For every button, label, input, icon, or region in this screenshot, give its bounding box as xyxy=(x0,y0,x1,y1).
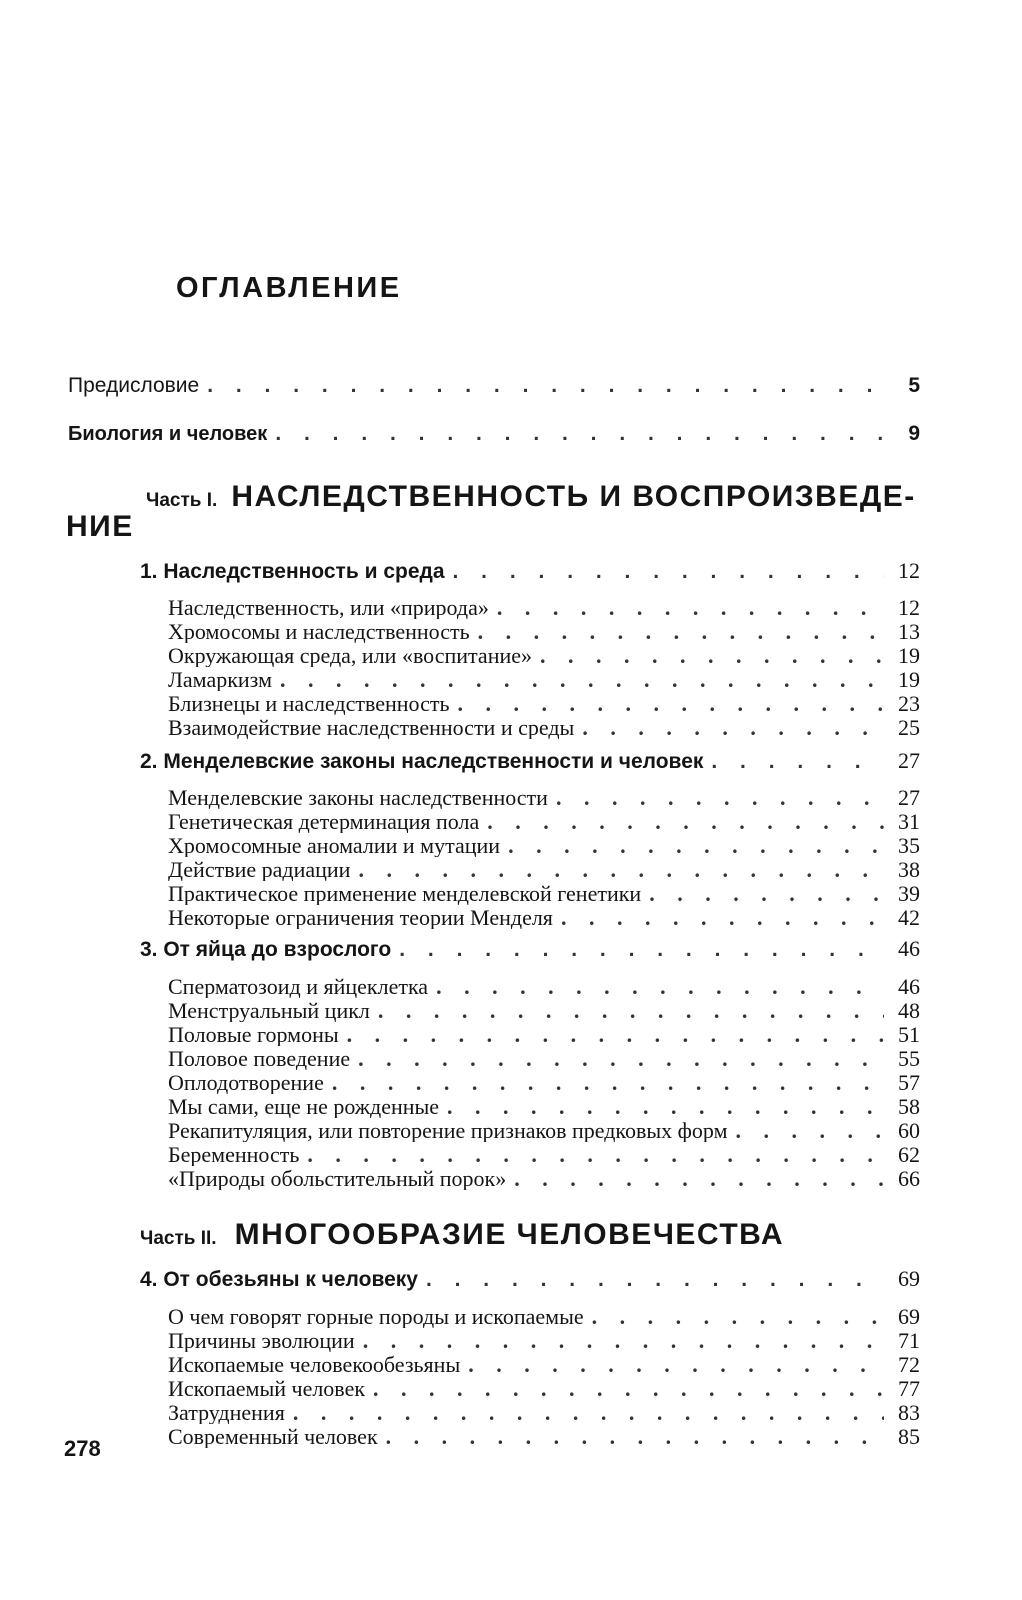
section-label: Менделевские законы наследственности xyxy=(168,785,548,809)
toc-section[interactable] xyxy=(168,691,920,715)
leader-dots xyxy=(272,667,884,691)
toc-entry-biology[interactable] xyxy=(68,422,920,450)
chapter-label: 2. Менделевские законы наследственности и человек xyxy=(140,750,704,773)
section-label: Менструальный цикл xyxy=(168,998,370,1022)
chapter-label: 3. От яйца до взрослого xyxy=(140,938,392,961)
part-title: НАСЛЕДСТВЕННОСТЬ И ВОСПРОИЗВЕДЕ- xyxy=(231,480,916,513)
part-label: Часть II. xyxy=(140,1228,217,1249)
section-label: Действие радиации xyxy=(168,857,351,881)
section-page: 48 xyxy=(898,998,920,1022)
leader-dots xyxy=(574,715,884,739)
toc-chapter[interactable] xyxy=(140,936,920,964)
toc-section[interactable] xyxy=(168,1166,920,1190)
leader-dots xyxy=(489,595,884,619)
leader-dots xyxy=(553,905,884,929)
section-page: 23 xyxy=(898,691,920,715)
section-page: 35 xyxy=(898,833,920,857)
chapter-page: 46 xyxy=(898,936,920,961)
section-label: Половое поведение xyxy=(168,1046,351,1070)
leader-dots xyxy=(199,374,884,398)
section-label: Затруднения xyxy=(168,1400,285,1424)
toc-entry-preface[interactable] xyxy=(68,374,920,402)
toc-section[interactable] xyxy=(168,1046,920,1070)
toc-section[interactable] xyxy=(168,881,920,905)
section-label: Окружающая среда, или «воспитание» xyxy=(168,643,532,667)
leader-dots xyxy=(355,1328,884,1352)
section-page: 60 xyxy=(898,1118,920,1142)
leader-dots xyxy=(450,691,884,715)
section-label: Ламаркизм xyxy=(168,667,272,691)
section-page: 25 xyxy=(898,715,920,739)
section-page: 69 xyxy=(898,1304,920,1328)
section-label: Генетическая детерминация пола xyxy=(168,809,480,833)
page-number: 278 xyxy=(64,1436,101,1461)
leader-dots xyxy=(584,1304,884,1328)
section-page: 12 xyxy=(898,595,920,619)
toc-section[interactable] xyxy=(168,1118,920,1142)
toc-section[interactable] xyxy=(168,667,920,691)
section-page: 57 xyxy=(898,1070,920,1094)
leader-dots xyxy=(350,857,884,881)
section-label: Близнецы и наследственность xyxy=(168,691,450,715)
chapter-page: 27 xyxy=(898,748,920,773)
leader-dots xyxy=(532,643,884,667)
toc-chapter[interactable] xyxy=(140,1266,920,1294)
toc-section[interactable] xyxy=(168,1022,920,1046)
toc-section[interactable] xyxy=(168,1142,920,1166)
section-label: Наследственность, или «природа» xyxy=(168,595,489,619)
chapter-label: 4. От обезьяны к человеку xyxy=(140,1268,418,1291)
chapter-page: 12 xyxy=(898,558,920,583)
section-label: Рекапитуляция, или повторение признаков предковых форм xyxy=(168,1118,728,1142)
leader-dots xyxy=(703,750,884,774)
leader-dots xyxy=(428,974,884,998)
toc-section[interactable] xyxy=(168,1094,920,1118)
part-title-continuation: НИЕ xyxy=(66,510,134,543)
entry-page: 9 xyxy=(908,422,920,445)
section-page: 19 xyxy=(898,667,920,691)
leader-dots xyxy=(285,1400,884,1424)
entry-page: 5 xyxy=(908,374,920,397)
section-page: 31 xyxy=(898,809,920,833)
section-label: «Природы обольстительный порок» xyxy=(168,1166,507,1190)
toc-section[interactable] xyxy=(168,785,920,809)
toc-section[interactable] xyxy=(168,1376,920,1400)
section-page: 66 xyxy=(898,1166,920,1190)
toc-section[interactable] xyxy=(168,1400,920,1424)
entry-label: Предисловие xyxy=(68,374,200,397)
section-label: Практическое применение менделевской генетики xyxy=(168,881,642,905)
section-page: 27 xyxy=(898,785,920,809)
section-label: Сперматозоид и яйцеклетка xyxy=(168,974,429,998)
toc-section[interactable] xyxy=(168,595,920,619)
section-page: 19 xyxy=(898,643,920,667)
part-label: Часть I. xyxy=(146,490,218,511)
section-label: Взаимодействие наследственности и среды xyxy=(168,715,575,739)
leader-dots xyxy=(445,560,884,584)
section-page: 55 xyxy=(898,1046,920,1070)
section-label: Половые гормоны xyxy=(168,1022,339,1046)
leader-dots xyxy=(378,1424,884,1448)
toc-section[interactable] xyxy=(168,1328,920,1352)
leader-dots xyxy=(267,422,884,446)
section-label: Беременность xyxy=(168,1142,300,1166)
section-page: 39 xyxy=(898,881,920,905)
leader-dots xyxy=(418,1268,884,1292)
section-label: Современный человек xyxy=(168,1424,378,1448)
section-page: 58 xyxy=(898,1094,920,1118)
section-page: 85 xyxy=(898,1424,920,1448)
part-heading xyxy=(140,1218,784,1252)
section-page: 83 xyxy=(898,1400,920,1424)
toc-section[interactable] xyxy=(168,809,920,833)
leader-dots xyxy=(460,1352,884,1376)
toc-section[interactable] xyxy=(168,1070,920,1094)
leader-dots xyxy=(365,1376,884,1400)
toc-section[interactable] xyxy=(168,619,920,643)
toc-section[interactable] xyxy=(168,1424,920,1448)
toc-section[interactable] xyxy=(168,905,920,929)
part-heading xyxy=(146,480,916,514)
chapter-page: 69 xyxy=(898,1266,920,1291)
toc-chapter[interactable] xyxy=(140,748,920,776)
section-label: Ископаемые человекообезьяны xyxy=(168,1352,461,1376)
section-page: 38 xyxy=(898,857,920,881)
leader-dots xyxy=(439,1094,884,1118)
section-page: 42 xyxy=(898,905,920,929)
section-label: О чем говорят горные породы и ископаемые xyxy=(168,1304,584,1328)
section-label: Хромосомные аномалии и мутации xyxy=(168,833,501,857)
section-label: Ископаемый человек xyxy=(168,1376,366,1400)
leader-dots xyxy=(728,1118,884,1142)
leader-dots xyxy=(479,809,884,833)
section-page: 71 xyxy=(898,1328,920,1352)
toc-section[interactable] xyxy=(168,998,920,1022)
leader-dots xyxy=(500,833,884,857)
leader-dots xyxy=(299,1142,884,1166)
section-page: 77 xyxy=(898,1376,920,1400)
section-page: 46 xyxy=(898,974,920,998)
toc-section[interactable] xyxy=(168,833,920,857)
section-page: 72 xyxy=(898,1352,920,1376)
leader-dots xyxy=(548,785,884,809)
leader-dots xyxy=(470,619,884,643)
toc-title: ОГЛАВЛЕНИЕ xyxy=(176,272,402,304)
leader-dots xyxy=(641,881,884,905)
toc-section[interactable] xyxy=(168,715,920,739)
leader-dots xyxy=(350,1046,884,1070)
leader-dots xyxy=(339,1022,884,1046)
toc-section[interactable] xyxy=(168,1352,920,1376)
entry-label: Биология и человек xyxy=(68,423,268,445)
toc-section[interactable] xyxy=(168,1304,920,1328)
section-label: Некоторые ограничения теории Менделя xyxy=(168,905,553,929)
section-label: Причины эволюции xyxy=(168,1328,355,1352)
section-page: 62 xyxy=(898,1142,920,1166)
leader-dots xyxy=(391,938,884,962)
section-label: Оплодотворение xyxy=(168,1070,324,1094)
section-label: Мы сами, еще не рожденные xyxy=(168,1094,440,1118)
chapter-label: 1. Наследственность и среда xyxy=(140,560,445,583)
section-page: 13 xyxy=(898,619,920,643)
leader-dots xyxy=(506,1166,884,1190)
section-page: 51 xyxy=(898,1022,920,1046)
leader-dots xyxy=(370,998,884,1022)
part-title: МНОГООБРАЗИЕ ЧЕЛОВЕЧЕСТВА xyxy=(234,1218,784,1251)
toc-section[interactable] xyxy=(168,643,920,667)
section-label: Хромосомы и наследственность xyxy=(168,619,470,643)
leader-dots xyxy=(324,1070,884,1094)
toc-chapter[interactable] xyxy=(140,558,920,586)
toc-section[interactable] xyxy=(168,974,920,998)
toc-section[interactable] xyxy=(168,857,920,881)
